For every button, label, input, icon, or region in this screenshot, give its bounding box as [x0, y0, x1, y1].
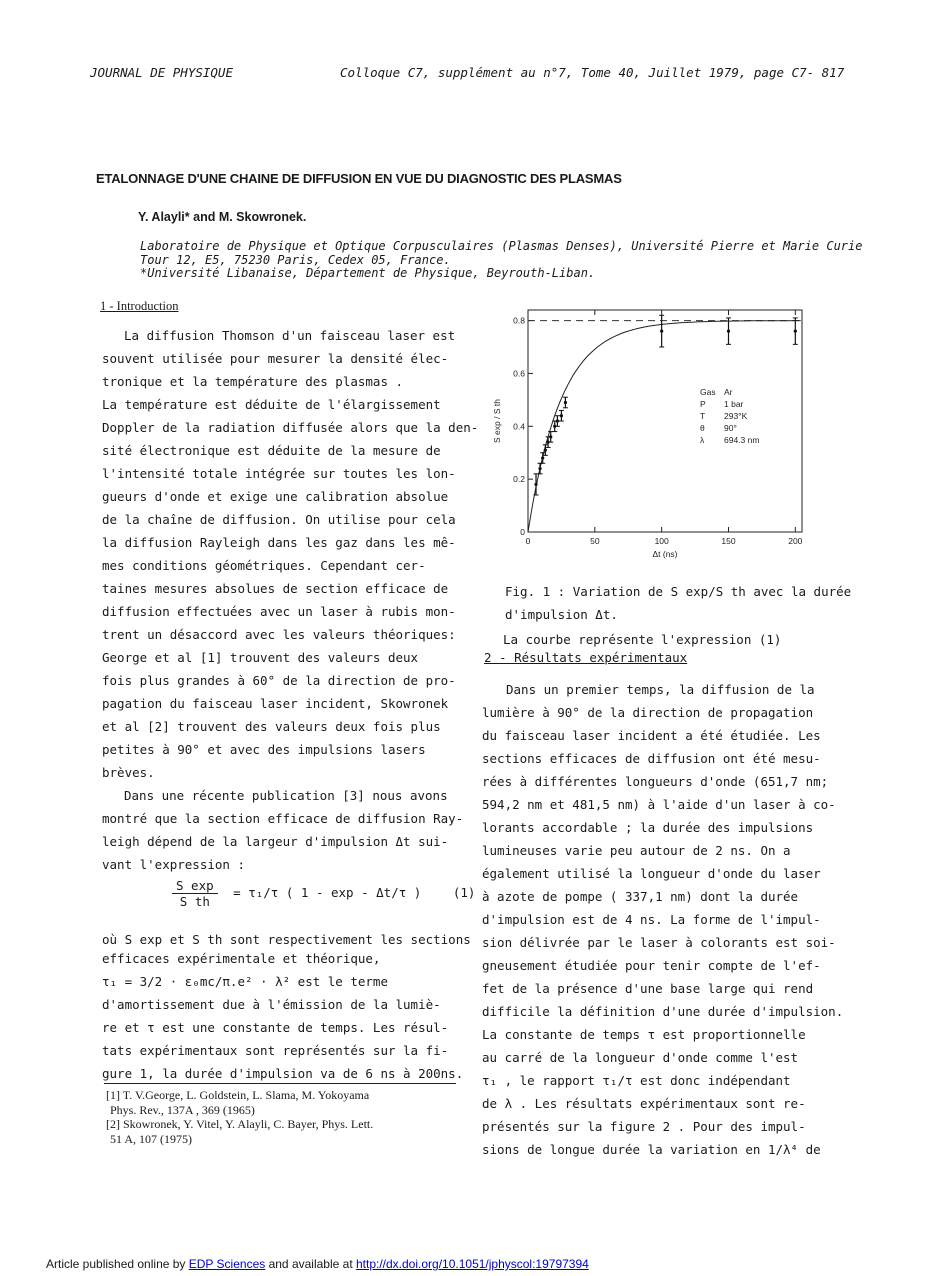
legend-value: 1 bar [724, 399, 744, 409]
text-line: et al [2] trouvent des valeurs deux fois plus [102, 719, 441, 734]
authors: Y. Alayli* and M. Skowronek. [138, 210, 307, 224]
caption-line: d'impulsion Δt. [505, 607, 618, 622]
reference-line: [2] Skowronek, Y. Vitel, Y. Alayli, C. Bayer, Phys. Lett. [106, 1117, 374, 1131]
text-line: brèves. [102, 765, 155, 780]
text-line: La diffusion Thomson d'un faisceau laser est [124, 328, 456, 343]
affiliation-line: Laboratoire de Physique et Optique Corpusculaires (Plasmas Denses), Université Pierre et Marie Curie [140, 239, 863, 253]
publication-footer [46, 1257, 589, 1271]
text-line: à azote de pompe ( 337,1 nm) dont la durée [482, 889, 799, 904]
figure-1-caption [505, 580, 851, 626]
data-point [794, 330, 797, 333]
text-line: tats expérimentaux sont représentés sur la fi- [102, 1043, 449, 1058]
legend-label: Gas [700, 387, 716, 397]
text-line: montré que la section efficace de diffusion Ray- [102, 811, 464, 826]
section-heading-results: 2 - Résultats expérimentaux [484, 650, 688, 665]
text-line: Doppler de la radiation diffusée alors que la den- [102, 420, 479, 435]
text-line: La température est déduite de l'élargissement [102, 397, 441, 412]
text-line: re et τ est une constante de temps. Les résul- [102, 1020, 449, 1035]
affiliation-line: *Université Libanaise, Département de Physique, Beyrouth-Liban. [140, 266, 596, 280]
footnote-separator [104, 1083, 456, 1084]
legend-label: P [700, 399, 706, 409]
legend-label: λ [700, 435, 705, 445]
text-line: La constante de temps τ est proportionnelle [482, 1027, 806, 1042]
text-line: petites à 90° et avec des impulsions lasers [102, 742, 426, 757]
curve-note: La courbe représente l'expression (1) [503, 632, 782, 647]
paper-title: ETALONNAGE D'UNE CHAINE DE DIFFUSION EN VUE DU DIAGNOSTIC DES PLASMAS [96, 171, 622, 186]
data-point [660, 330, 663, 333]
text-line: 594,2 nm et 481,5 nm) à l'aide d'un laser à co- [482, 797, 836, 812]
text-line: τ₁ = 3/2 · ε₀mc/π.e² · λ² est le terme [102, 974, 388, 989]
text-line: gneusement étudiée pour tenir compte de l'ef- [482, 958, 821, 973]
data-point [549, 435, 552, 438]
text-line: fet de la présence d'une base large qui rend [482, 981, 814, 996]
edp-sciences-link[interactable]: EDP Sciences [188, 1257, 266, 1271]
equation-explanation [102, 928, 471, 1085]
references [106, 1088, 373, 1146]
text-line: sions de longue durée la variation en 1/λ⁴ de [482, 1142, 821, 1157]
footer-prefix: Article published online by [46, 1257, 189, 1271]
text-line: rées à différentes longueurs d'onde (651,7 nm; [482, 774, 829, 789]
text-line: du faisceau laser incident a été étudiée. Les [482, 728, 821, 743]
x-tick-label: 100 [654, 536, 669, 546]
y-tick-label: 0 [520, 527, 525, 537]
text-line: également utilisé la longueur d'onde du laser [482, 866, 821, 881]
equation-lhs [172, 878, 218, 909]
legend-label: θ [700, 423, 705, 433]
text-line: la diffusion Rayleigh dans les gaz dans les mê- [102, 535, 456, 550]
text-line: au carré de la longueur d'onde comme l'est [482, 1050, 799, 1065]
text-line: sité électronique est déduite de la mesure de [102, 443, 441, 458]
equation-rhs: = τ₁/τ ( 1 - exp - Δt/τ ) [233, 885, 422, 900]
text-line: Dans un premier temps, la diffusion de la [506, 682, 815, 697]
y-tick-label: 0.8 [513, 315, 525, 326]
y-axis-label: S exp / S th [492, 399, 502, 443]
data-point [534, 483, 537, 486]
equation-1 [172, 878, 475, 909]
legend-label: T [700, 411, 706, 421]
text-line: difficile la définition d'une durée d'impulsion. [482, 1004, 844, 1019]
text-line: où S exp et S th sont respectivement les sections [102, 932, 471, 947]
text-line: de λ . Les résultats expérimentaux sont re- [482, 1096, 806, 1111]
reference-line: 51 A, 107 (1975) [110, 1131, 192, 1146]
text-line: gueurs d'onde et exige une calibration absolue [102, 489, 449, 504]
x-tick-label: 150 [721, 536, 736, 546]
text-line: souvent utilisée pour mesurer la densité élec- [102, 351, 449, 366]
text-line: sections efficaces de diffusion ont été mesu- [482, 751, 821, 766]
text-line: l'intensité totale intégrée sur toutes les lon- [102, 466, 456, 481]
section-heading-introduction: 1 - Introduction [100, 299, 179, 313]
text-line: mes conditions géométriques. Cependant cer- [102, 558, 426, 573]
text-line: pagation du faisceau laser incident, Skowronek [102, 696, 449, 711]
text-line: lumineuses varie peu autour de 2 ns. On a [482, 843, 791, 858]
text-line: d'impulsion est de 4 ns. La forme de l'impul- [482, 912, 821, 927]
text-line: leigh dépend de la largeur d'impulsion Δt sui- [102, 834, 449, 849]
equation-lhs-denominator: S th [179, 894, 210, 909]
data-point [544, 448, 547, 451]
text-line: τ₁ , le rapport τ₁/τ est donc indépendant [482, 1073, 791, 1088]
text-line: efficaces expérimentale et théorique, [102, 951, 381, 966]
data-point [564, 401, 567, 404]
text-line: George et al [1] trouvent des valeurs deux [102, 650, 419, 665]
doi-link[interactable]: http://dx.doi.org/10.1051/jphyscol:19797394 [355, 1257, 589, 1271]
figure-1-chart [480, 300, 810, 560]
text-line: lumière à 90° de la direction de propagation [482, 705, 814, 720]
x-tick-label: 50 [590, 536, 600, 546]
journal-name: JOURNAL DE PHYSIQUE [90, 65, 233, 80]
text-line: d'amortissement due à l'émission de la lumiè- [102, 997, 441, 1012]
affiliation-line: Tour 12, E5, 75230 Paris, Cedex 05, France. [140, 252, 451, 267]
equation-number: (1) [452, 885, 476, 900]
text-line: lorants accordable ; la durée des impulsions [482, 820, 814, 835]
text-line: taines mesures absolues de section efficace de [102, 581, 449, 596]
text-line: Dans une récente publication [3] nous avons [124, 788, 448, 803]
text-line: tronique et la température des plasmas . [102, 374, 404, 389]
x-tick-label: 0 [525, 536, 531, 546]
data-point [538, 467, 541, 470]
affiliations [140, 240, 862, 281]
y-tick-label: 0.6 [513, 368, 525, 379]
colloque-reference: Colloque C7, supplément au n°7, Tome 40, Juillet 1979, page C7- 817 [340, 65, 845, 80]
text-line: de la chaîne de diffusion. On utilise pour cela [102, 512, 456, 527]
legend-value: 90° [724, 423, 737, 433]
y-tick-label: 0.2 [513, 474, 525, 485]
introduction-body [102, 324, 479, 876]
data-point [541, 456, 544, 459]
text-line: sion délivrée par le laser à colorants est soi- [482, 935, 836, 950]
data-point [727, 330, 730, 333]
text-line: présentés sur la figure 2 . Pour des impul- [482, 1119, 806, 1134]
text-line: trent un désaccord avec les valeurs théoriques: [102, 627, 456, 642]
data-point [556, 419, 559, 422]
y-tick-label: 0.4 [513, 421, 525, 432]
footer-middle: and available at [265, 1257, 356, 1271]
data-point [560, 414, 563, 417]
theoretical-curve [528, 321, 801, 532]
legend-value: 293°K [724, 411, 748, 421]
text-line: fois plus grandes à 60° de la direction de pro- [102, 673, 456, 688]
reference-line: Phys. Rev., 137A , 369 (1965) [110, 1102, 255, 1117]
caption-line: Fig. 1 : Variation de S exp/S th avec la durée [505, 584, 852, 599]
text-line: vant l'expression : [102, 857, 245, 872]
x-tick-label: 200 [788, 536, 803, 546]
legend-value: Ar [724, 387, 733, 397]
text-line: gure 1, la durée d'impulsion va de 6 ns à 200ns. [102, 1066, 464, 1081]
equation-lhs-numerator: S exp [172, 878, 218, 894]
plot-frame [528, 310, 802, 532]
results-body [482, 678, 844, 1161]
legend-value: 694.3 nm [724, 435, 760, 445]
reference-line: [1] T. V.George, L. Goldstein, L. Slama, M. Yokoyama [106, 1088, 370, 1102]
text-line: diffusion effectuées avec un laser à rubis mon- [102, 604, 456, 619]
x-axis-label: Δt (ns) [652, 549, 678, 559]
